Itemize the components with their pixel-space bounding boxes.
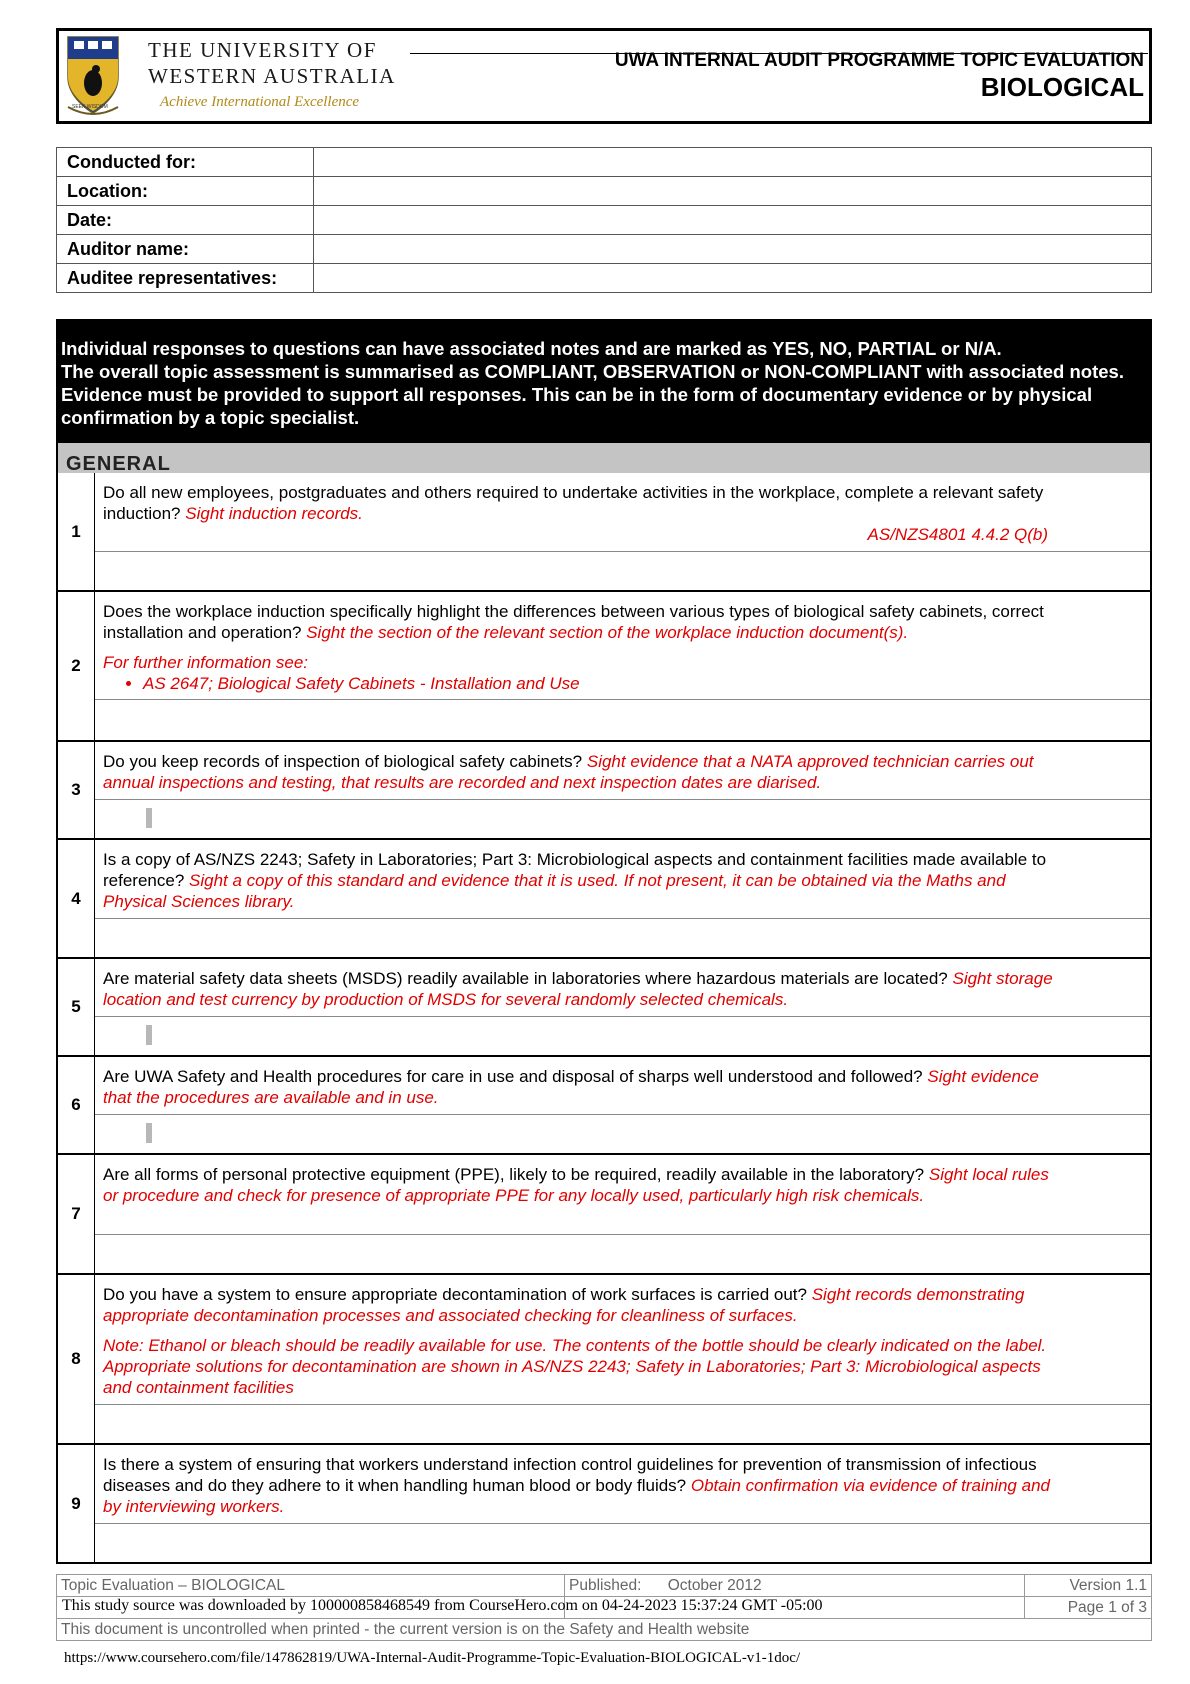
footer-row: [57, 1619, 1152, 1641]
date-field[interactable]: [314, 206, 1152, 235]
text-cursor-marker: [146, 1025, 152, 1045]
question-text: Is a copy of AS/NZS 2243; Safety in Laboratories; Part 3: Microbiological aspects and containment facilities made available to reference?: [103, 850, 1047, 890]
question-body: [95, 473, 1150, 590]
decontamination-note: Note: Ethanol or bleach should be readily available for use. The contents of the bottle should be clearly indicated on the label. Appropriate solutions for decontamination are shown in AS/NZS 2243; Safety in Laboratories; Part 3: Microbiological aspects and containment facilities: [103, 1336, 1047, 1397]
question-row: [58, 742, 1150, 840]
question-text: Are all forms of personal protective equipment (PPE), likely to be required, readily available in the laboratory?: [103, 1165, 925, 1184]
response-field[interactable]: [95, 799, 1150, 838]
footer-version: Version 1.1: [1025, 1575, 1152, 1597]
question-number: 5: [58, 959, 95, 1055]
response-field[interactable]: [95, 699, 1150, 740]
question-note: Sight a copy of this standard and evidence that it is used. If not present, it can be obtained via the Maths and Physical Sciences library.: [103, 871, 1006, 911]
response-field[interactable]: [95, 918, 1150, 957]
standard-reference: AS/NZS4801 4.4.2 Q(b): [867, 525, 1048, 544]
response-field[interactable]: [95, 551, 1150, 590]
question-note: Sight records demonstrating appropriate decontamination processes and associated checking for cleanliness of surfaces.: [103, 1285, 1025, 1325]
question-body: [95, 959, 1150, 1055]
question-note: Sight the section of the relevant section of the workplace induction document(s).: [306, 623, 909, 642]
question-text-block: [103, 1164, 1058, 1206]
response-field[interactable]: [95, 1234, 1150, 1273]
date-label: Date:: [57, 206, 314, 235]
published-value: October 2012: [667, 1576, 762, 1594]
question-body: [95, 1275, 1150, 1443]
question-note: Sight local rules or procedure and check for presence of appropriate PPE for any locally used, particularly high risk chemicals.: [103, 1165, 1049, 1205]
question-body: [95, 1155, 1150, 1273]
question-number: 9: [58, 1445, 95, 1562]
question-text-block: [103, 1066, 1058, 1108]
audit-info-table: [56, 147, 1152, 293]
question-text-block: [103, 601, 1058, 694]
question-number: 7: [58, 1155, 95, 1273]
question-text-block: [103, 968, 1058, 1010]
question-text-block: [103, 849, 1058, 912]
auditee-representatives-field[interactable]: [314, 264, 1152, 293]
logo-tagline: Achieve International Excellence: [160, 94, 360, 110]
response-field[interactable]: [95, 1404, 1150, 1443]
source-url-link[interactable]: https://www.coursehero.com/file/147862819/UWA-Internal-Audit-Programme-Topic-Evaluation-BIOLOGICAL-v1-1doc/: [64, 1650, 801, 1666]
question-note: Sight evidence that the procedures are available and in use.: [103, 1067, 1039, 1107]
location-label: Location:: [57, 177, 314, 206]
footer-doc-name: Topic Evaluation – BIOLOGICAL: [57, 1575, 565, 1597]
question-text-block: [103, 1284, 1058, 1398]
question-body: [95, 1057, 1150, 1153]
question-text: Do all new employees, postgraduates and others required to undertake activities in the workplace, complete a relevant safety induction?: [103, 483, 1044, 523]
response-field[interactable]: [95, 1523, 1150, 1562]
response-field[interactable]: [95, 1114, 1150, 1153]
text-cursor-marker: [146, 1123, 152, 1143]
question-number: 6: [58, 1057, 95, 1153]
question-number: 8: [58, 1275, 95, 1443]
logo-line1: THE UNIVERSITY OF: [148, 38, 377, 62]
text-cursor-marker: [146, 808, 152, 828]
question-row: [58, 473, 1150, 592]
question-body: [95, 592, 1150, 740]
footer-page-number: Page 1 of 3: [1025, 1597, 1152, 1619]
question-text-block: [103, 1454, 1058, 1517]
crest-motto: SEEK WISDOM: [72, 104, 108, 110]
question-number: 2: [58, 592, 95, 740]
location-field[interactable]: [314, 177, 1152, 206]
question-row: [58, 1057, 1150, 1155]
question-text: Do you have a system to ensure appropriate decontamination of work surfaces is carried out?: [103, 1285, 807, 1304]
question-number: 4: [58, 840, 95, 957]
question-text: Does the workplace induction specifically highlight the differences between various types of biological safety cabinets, correct installation and operation?: [103, 602, 1044, 642]
info-row: [57, 264, 1152, 293]
question-text: Are UWA Safety and Health procedures for care in use and disposal of sharps well understood and followed?: [103, 1067, 923, 1086]
question-body: [95, 840, 1150, 957]
section-title: GENERAL: [66, 453, 171, 473]
question-note: Sight evidence that a NATA approved technician carries out annual inspections and testing, that results are recorded and next inspection dates are diarised.: [103, 752, 1034, 792]
auditee-representatives-label: Auditee representatives:: [57, 264, 314, 293]
info-row: [57, 177, 1152, 206]
question-body: [95, 1445, 1150, 1562]
footer-uncontrolled-notice: This document is uncontrolled when printed - the current version is on the Safety and Health website: [57, 1619, 1152, 1641]
response-field[interactable]: [95, 1016, 1150, 1055]
question-row: [58, 840, 1150, 959]
instructions-line2: The overall topic assessment is summarised as COMPLIANT, OBSERVATION or NON-COMPLIANT with associated notes. Evidence must be provided to support all responses. This can be in the form of documentary evidence or by physical confirmation by a topic specialist.: [61, 361, 1124, 428]
question-number: 1: [58, 473, 95, 590]
question-number: 3: [58, 742, 95, 838]
footer-published: [565, 1575, 1025, 1597]
instructions-block: [58, 321, 1150, 443]
footer-row: [57, 1575, 1152, 1597]
question-text-block: [103, 482, 1058, 545]
info-row: [57, 235, 1152, 264]
programme-title: UWA INTERNAL AUDIT PROGRAMME TOPIC EVALUATION: [614, 50, 1144, 71]
question-note: Obtain confirmation via evidence of training and by interviewing workers.: [103, 1476, 1050, 1516]
question-text-block: [103, 751, 1058, 793]
question-row: [58, 959, 1150, 1057]
topic-title: BIOLOGICAL: [980, 72, 1144, 102]
section-header-general: [58, 443, 1150, 473]
instructions-line1: Individual responses to questions can have associated notes and are marked as YES, NO, PARTIAL or N/A.: [61, 338, 1002, 359]
auditor-name-field[interactable]: [314, 235, 1152, 264]
question-text: Do you keep records of inspection of biological safety cabinets?: [103, 752, 583, 771]
question-row: [58, 1155, 1150, 1275]
download-watermark: This study source was downloaded by 100000858468549 from CourseHero.com on 04-24-2023 15:37:24 GMT -05:00: [62, 1597, 823, 1614]
info-row: [57, 206, 1152, 235]
question-row: [58, 1275, 1150, 1445]
auditor-name-label: Auditor name:: [57, 235, 314, 264]
further-info-label: For further information see:: [103, 653, 309, 672]
reference-list-item: • AS 2647; Biological Safety Cabinets - Installation and Use: [143, 673, 1058, 694]
logo-line2: WESTERN AUSTRALIA: [148, 64, 396, 88]
question-text: Are material safety data sheets (MSDS) readily available in laboratories where hazardous materials are located?: [103, 969, 948, 988]
published-label: Published:: [569, 1576, 642, 1594]
question-text: Is there a system of ensuring that workers understand infection control guidelines for prevention of transmission of infectious diseases and do they adhere to it when handling human blood or body fluids?: [103, 1455, 1037, 1495]
question-row: [58, 1445, 1150, 1562]
info-row: [57, 148, 1152, 177]
question-note: Sight storage location and test currency by production of MSDS for several randomly selected chemicals.: [103, 969, 1053, 1009]
question-body: [95, 742, 1150, 838]
conducted-for-label: Conducted for:: [57, 148, 314, 177]
reference-list: [103, 673, 1058, 694]
conducted-for-field[interactable]: [314, 148, 1152, 177]
question-row: [58, 592, 1150, 742]
question-note: Sight induction records.: [185, 504, 363, 523]
